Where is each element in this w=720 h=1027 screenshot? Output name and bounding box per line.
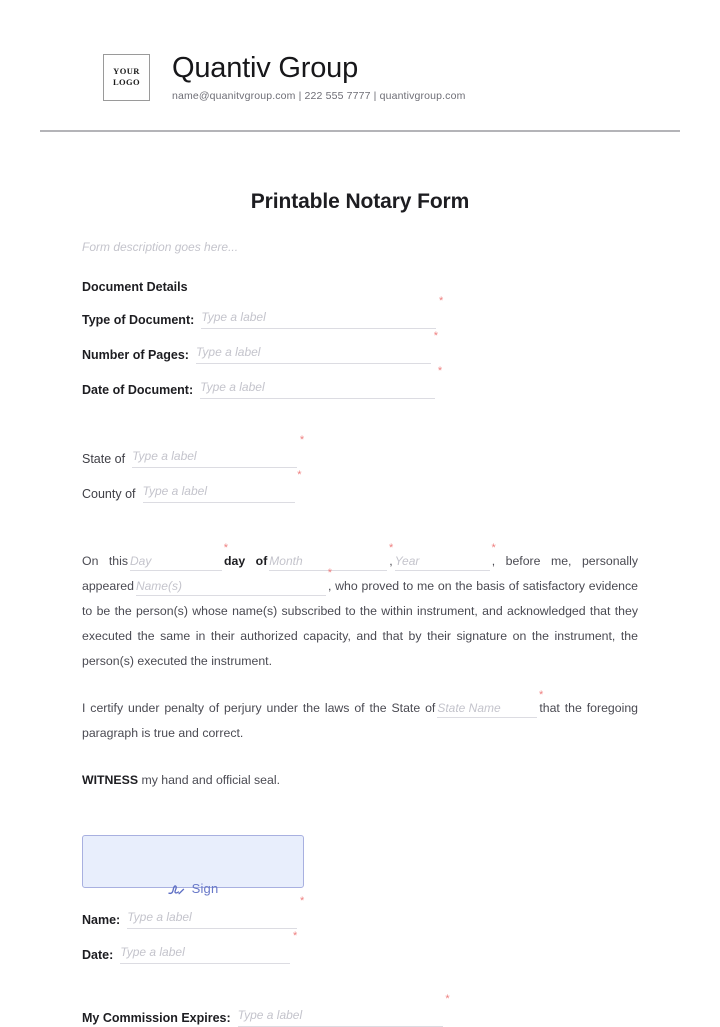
signature-area: [82, 835, 638, 896]
field-label: My Commission Expires:: [82, 1011, 231, 1025]
field-row-my-commission-expires: [82, 993, 638, 1027]
required-asterisk: *: [433, 330, 438, 342]
field-row-type-of-document: [82, 295, 638, 329]
required-asterisk: *: [299, 895, 305, 907]
names-input[interactable]: [135, 567, 332, 596]
logo-placeholder: [103, 54, 150, 101]
logo-line-1: YOUR: [113, 66, 140, 76]
field-label: Type of Document:: [82, 313, 195, 327]
field-placeholder: Type a label: [142, 484, 207, 498]
field-placeholder: Month: [269, 554, 303, 568]
acknowledgment-paragraph: [82, 542, 638, 674]
field-row-date: [82, 930, 638, 964]
field-label: Date of Document:: [82, 383, 194, 397]
signature-pen-icon: [168, 881, 185, 896]
year-input[interactable]: [394, 542, 496, 571]
letterhead-text: [172, 52, 465, 102]
field-placeholder: Type a label: [195, 345, 261, 359]
field-placeholder: Type a label: [127, 910, 192, 924]
witness-line: [82, 768, 638, 793]
witness-rest: my hand and official seal.: [138, 773, 280, 787]
date-input[interactable]: [120, 930, 298, 964]
field-row-date-of-document: [82, 365, 638, 399]
required-asterisk: *: [292, 930, 298, 942]
required-asterisk: *: [297, 469, 302, 481]
page-title: Printable Notary Form: [250, 190, 470, 213]
field-row-number-of-pages: [82, 330, 638, 364]
form-description: Form description goes here...: [82, 240, 239, 254]
company-name: Quantiv Group: [172, 52, 358, 84]
company-contact: name@quanitvgroup.com | 222 555 7777 | quantivgroup.com: [172, 90, 466, 102]
commission-expires-input[interactable]: [237, 993, 450, 1027]
required-asterisk: *: [327, 567, 332, 579]
witness-bold: WITNESS: [82, 773, 139, 787]
field-placeholder: Type a label: [201, 310, 266, 324]
required-asterisk: *: [389, 542, 394, 554]
required-asterisk: *: [445, 993, 450, 1005]
field-label: County of: [82, 487, 136, 501]
signature-prompt: [168, 881, 219, 896]
ack-day-of: day of: [224, 554, 268, 568]
county-of-input[interactable]: [142, 469, 302, 503]
number-of-pages-input[interactable]: [195, 330, 438, 364]
ack-after-year: , before me,: [491, 554, 572, 568]
field-placeholder: Type a label: [237, 1008, 303, 1022]
day-input[interactable]: [130, 542, 229, 571]
ack-lead: On this: [82, 554, 129, 568]
state-of-input[interactable]: [132, 434, 305, 468]
field-label: Name:: [82, 913, 121, 927]
field-placeholder: Day: [130, 554, 152, 568]
letterhead: [0, 0, 720, 102]
field-placeholder: Type a label: [120, 945, 185, 959]
field-placeholder: Type a label: [132, 449, 197, 463]
ack-comma: ,: [389, 554, 393, 568]
required-asterisk: *: [439, 295, 444, 307]
cert-lead: I certify under penalty of perjury under the laws of the State of: [82, 701, 436, 715]
state-name-input[interactable]: [437, 689, 544, 718]
field-label: State of: [82, 452, 126, 466]
type-of-document-input[interactable]: [201, 295, 444, 329]
field-row-name: [82, 895, 638, 929]
signature-box[interactable]: [82, 835, 304, 896]
field-placeholder: State Name: [437, 701, 501, 715]
signature-label: Sign: [191, 881, 219, 896]
field-row-state-of: [82, 434, 638, 468]
field-placeholder: Year: [394, 554, 420, 568]
header-divider: [40, 130, 680, 132]
field-placeholder: Name(s): [135, 579, 182, 593]
name-input[interactable]: [127, 895, 305, 929]
field-label: Number of Pages:: [82, 348, 189, 362]
field-placeholder: Type a label: [200, 380, 265, 394]
ack-body: , who proved to me on the basis of satisfactory evidence to be the person(s) whose name(s) subscribed to the within instrument, and acknowledged that they executed the same in their authorized capacity, and that by their signature on the instrument, the person(s) executed the instrument.: [82, 579, 638, 668]
required-asterisk: *: [437, 365, 443, 377]
ack-appeared-lead: personally appeared: [82, 554, 638, 593]
signer-fields: [82, 895, 638, 964]
section-heading-document-details: Document Details: [82, 280, 188, 294]
logo-line-2: LOGO: [112, 77, 141, 87]
commission-fields: [82, 993, 638, 1027]
field-label: Date:: [82, 948, 114, 962]
certification-paragraph: [82, 689, 638, 746]
cert-tail: that the foregoing paragraph is true and correct.: [82, 701, 638, 740]
field-row-county-of: [82, 469, 638, 503]
form-body: [0, 190, 720, 1027]
required-asterisk: *: [299, 434, 305, 446]
required-asterisk: *: [539, 689, 544, 701]
required-asterisk: *: [223, 542, 229, 554]
required-asterisk: *: [491, 542, 496, 554]
date-of-document-input[interactable]: [200, 365, 443, 399]
